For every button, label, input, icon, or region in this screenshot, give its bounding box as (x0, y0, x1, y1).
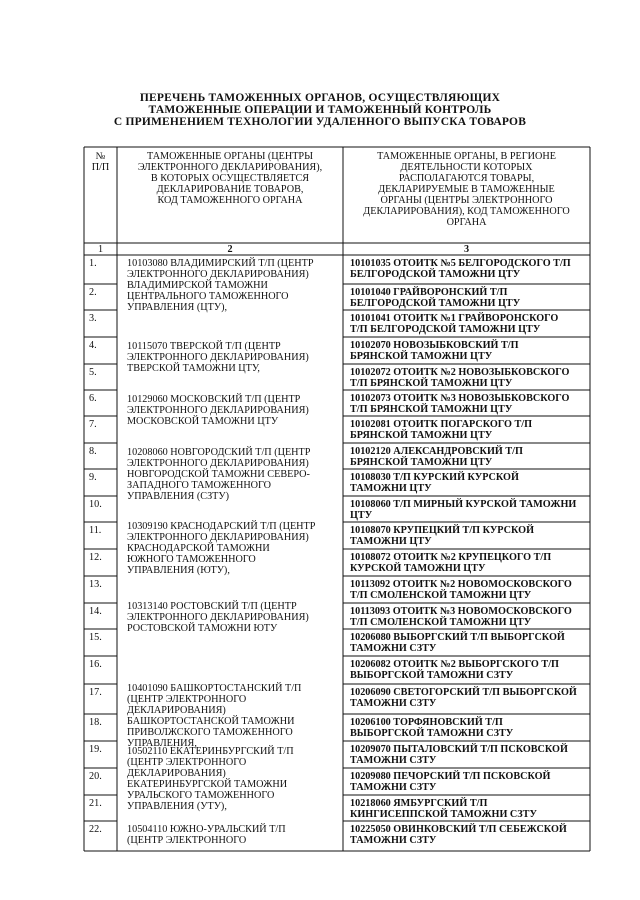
header-regions-column-line: ДЕКЛАРИРОВАНИЯ), КОД ТАМОЖЕННОГО (363, 206, 570, 217)
declaration-center (127, 601, 339, 634)
region-customs-office-line: КУРСКОЙ ТАМОЖНИ ЦТУ (350, 563, 486, 574)
region-customs-office-line: 10101040 ГРАЙВОРОНСКИЙ Т/П (350, 287, 508, 298)
region-customs-office-line: БРЯНСКОЙ ТАМОЖНИ ЦТУ (350, 351, 493, 362)
region-customs-office-line: 10108060 Т/П МИРНЫЙ КУРСКОЙ ТАМОЖНИ (350, 499, 577, 510)
region-customs-office-line: КИНГИСЕППСКОЙ ТАМОЖНИ СЗТУ (350, 809, 537, 820)
row-number: 4. (89, 340, 97, 351)
declaration-center-line: 10115070 ТВЕРСКОЙ Т/П (ЦЕНТР (127, 341, 281, 352)
declaration-center (127, 683, 339, 749)
region-customs-office-line: БРЯНСКОЙ ТАМОЖНИ ЦТУ (350, 430, 493, 441)
row-number: 13. (89, 579, 102, 590)
region-customs-office-line: 10102081 ОТОИТК ПОГАРСКОГО Т/П (350, 419, 533, 430)
declaration-center-line: ЮЖНОГО ТАМОЖЕННОГО (127, 554, 256, 565)
region-customs-office (350, 798, 587, 820)
title-line-1: ПЕРЕЧЕНЬ ТАМОЖЕННЫХ ОРГАНОВ, ОСУЩЕСТВЛЯЮЩИХ (139, 92, 501, 104)
declaration-center-line: ЭЛЕКТРОННОГО ДЕКЛАРИРОВАНИЯ) (127, 405, 309, 416)
header-centers-column-line: КОД ТАМОЖЕННОГО ОРГАНА (157, 195, 303, 206)
declaration-center-line: ЭЛЕКТРОННОГО ДЕКЛАРИРОВАНИЯ) (127, 352, 309, 363)
region-customs-office-line: 10209080 ПЕЧОРСКИЙ Т/П ПСКОВСКОЙ (350, 771, 551, 782)
region-customs-office (350, 525, 587, 547)
header-number-column-line: П/П (91, 162, 110, 173)
header-centers-column (117, 151, 343, 206)
header-centers-column-line: ЭЛЕКТРОННОГО ДЕКЛАРИРОВАНИЯ), (137, 162, 323, 173)
row-number: 20. (89, 771, 102, 782)
declaration-center-line: 10401090 БАШКОРТОСТАНСКИЙ Т/П (127, 683, 302, 694)
column-number-1: 1 (97, 244, 104, 255)
region-customs-office (350, 579, 587, 601)
region-customs-office-line: 10101041 ОТОИТК №1 ГРАЙВОРОНСКОГО (350, 313, 559, 324)
header-regions-column-line: ОРГАНЫ (ЦЕНТРЫ ЭЛЕКТРОННОГО (380, 195, 553, 206)
declaration-center (127, 447, 339, 502)
row-number: 5. (89, 367, 97, 378)
region-customs-office-line: Т/П СМОЛЕНСКОЙ ТАМОЖНИ ЦТУ (350, 590, 532, 601)
region-customs-office (350, 419, 587, 441)
row-number: 7. (89, 419, 97, 430)
header-regions-column-line: ДЕЯТЕЛЬНОСТИ КОТОРЫХ (400, 162, 533, 173)
row-number: 14. (89, 606, 102, 617)
declaration-center-line: УПРАВЛЕНИЯ (СЗТУ) (127, 491, 230, 502)
declaration-center-line: УРАЛЬСКОГО ТАМОЖЕННОГО (127, 790, 275, 801)
region-customs-office (350, 632, 587, 654)
row-number: 9. (89, 472, 97, 483)
declaration-center (127, 258, 339, 313)
row-number: 22. (89, 824, 102, 835)
declaration-center-line: (ЦЕНТР ЭЛЕКТРОННОГО (127, 694, 247, 705)
declaration-center (127, 746, 339, 812)
declaration-center (127, 521, 339, 576)
header-regions-column-line: РАСПОЛАГАЮТСЯ ТОВАРЫ, (398, 173, 535, 184)
header-centers-column-line: В КОТОРЫХ ОСУЩЕСТВЛЯЕТСЯ (150, 173, 310, 184)
region-customs-office-line: Т/П БРЯНСКОЙ ТАМОЖНИ ЦТУ (350, 404, 513, 415)
region-customs-office-line: БЕЛГОРОДСКОЙ ТАМОЖНИ ЦТУ (350, 269, 521, 280)
declaration-center-line: РОСТОВСКОЙ ТАМОЖНИ ЮТУ (127, 623, 278, 634)
region-customs-office-line: 10102073 ОТОИТК №3 НОВОЗЫБКОВСКОГО (350, 393, 570, 404)
row-number: 17. (89, 687, 102, 698)
declaration-center-line: 10309190 КРАСНОДАРСКИЙ Т/П (ЦЕНТР (127, 521, 316, 532)
document-title (100, 92, 540, 128)
region-customs-office (350, 824, 587, 846)
region-customs-office-line: 10206100 ТОРФЯНОВСКИЙ Т/П (350, 717, 503, 728)
region-customs-office (350, 717, 587, 739)
region-customs-office-line: 10102072 ОТОИТК №2 НОВОЗЫБКОВСКОГО (350, 367, 570, 378)
declaration-center (127, 394, 339, 427)
declaration-center-line: ТВЕРСКОЙ ТАМОЖНИ ЦТУ, (127, 363, 260, 374)
region-customs-office-line: 10113093 ОТОИТК №3 НОВОМОСКОВСКОГО (350, 606, 572, 617)
region-customs-office-line: 10102120 АЛЕКСАНДРОВСКИЙ Т/П (350, 446, 523, 457)
region-customs-office (350, 606, 587, 628)
declaration-center-line: 10504110 ЮЖНО-УРАЛЬСКИЙ Т/П (127, 824, 286, 835)
declaration-center-line: ЭЛЕКТРОННОГО ДЕКЛАРИРОВАНИЯ) (127, 532, 309, 543)
row-number: 1. (89, 258, 97, 269)
declaration-center-line: 10103080 ВЛАДИМИРСКИЙ Т/П (ЦЕНТР (127, 258, 314, 269)
row-number: 18. (89, 717, 102, 728)
row-number: 15. (89, 632, 102, 643)
region-customs-office-line: 10108030 Т/П КУРСКИЙ КУРСКОЙ (350, 472, 519, 483)
declaration-center-line: (ЦЕНТР ЭЛЕКТРОННОГО (127, 835, 247, 846)
declaration-center-line: ЗАПАДНОГО ТАМОЖЕННОГО (127, 480, 272, 491)
declaration-center-line: 10129060 МОСКОВСКИЙ Т/П (ЦЕНТР (127, 394, 301, 405)
declaration-center-line: ЭЛЕКТРОННОГО ДЕКЛАРИРОВАНИЯ) (127, 269, 309, 280)
declaration-center-line: БАШКОРТОСТАНСКОЙ ТАМОЖНИ (127, 716, 295, 727)
declaration-center-line: ВЛАДИМИРСКОЙ ТАМОЖНИ (127, 280, 268, 291)
declaration-center-line: УПРАВЛЕНИЯ, (127, 738, 197, 749)
region-customs-office (350, 552, 587, 574)
region-customs-office-line: 10108072 ОТОИТК №2 КРУПЕЦКОГО Т/П (350, 552, 552, 563)
region-customs-office (350, 313, 587, 335)
column-number-3: 3 (463, 244, 470, 255)
header-regions-column-line: ДЕКЛАРИРУЕМЫЕ В ТАМОЖЕННЫЕ (378, 184, 555, 195)
declaration-center-line: 10313140 РОСТОВСКИЙ Т/П (ЦЕНТР (127, 601, 297, 612)
region-customs-office-line: БРЯНСКОЙ ТАМОЖНИ ЦТУ (350, 457, 493, 468)
declaration-center-line: КРАСНОДАРСКОЙ ТАМОЖНИ (127, 543, 270, 554)
region-customs-office (350, 687, 587, 709)
header-centers-column-line: ТАМОЖЕННЫЕ ОРГАНЫ (ЦЕНТРЫ (146, 151, 313, 162)
header-centers-column-line: ДЕКЛАРИРОВАНИЕ ТОВАРОВ, (156, 184, 304, 195)
region-customs-office-line: ТАМОЖНИ ЦТУ (350, 483, 432, 494)
region-customs-office-line: Т/П БЕЛГОРОДСКОЙ ТАМОЖНИ ЦТУ (350, 324, 541, 335)
row-number: 16. (89, 659, 102, 670)
region-customs-office (350, 287, 587, 309)
declaration-center-line: НОВГОРОДСКОЙ ТАМОЖНИ СЕВЕРО- (127, 469, 310, 480)
row-number: 21. (89, 798, 102, 809)
region-customs-office-line: ТАМОЖНИ СЗТУ (350, 643, 437, 654)
row-number: 8. (89, 446, 97, 457)
declaration-center-line: 10208060 НОВГОРОДСКИЙ Т/П (ЦЕНТР (127, 447, 311, 458)
declaration-center-line: ЕКАТЕРИНБУРГСКОЙ ТАМОЖНИ (127, 779, 288, 790)
region-customs-office-line: 10218060 ЯМБУРГСКИЙ Т/П (350, 798, 488, 809)
declaration-center-line: ДЕКЛАРИРОВАНИЯ) (127, 768, 226, 779)
declaration-center-line: УПРАВЛЕНИЯ (ЦТУ), (127, 302, 228, 313)
row-number: 3. (89, 313, 97, 324)
region-customs-office (350, 744, 587, 766)
row-number: 11. (89, 525, 102, 536)
header-number-column (84, 151, 117, 173)
declaration-center-line: 10502110 ЕКАТЕРИНБУРГСКИЙ Т/П (127, 746, 294, 757)
region-customs-office (350, 340, 587, 362)
region-customs-office-line: Т/П БРЯНСКОЙ ТАМОЖНИ ЦТУ (350, 378, 513, 389)
region-customs-office-line: 10113092 ОТОИТК №2 НОВОМОСКОВСКОГО (350, 579, 572, 590)
header-regions-column-line: ТАМОЖЕННЫЕ ОРГАНЫ, В РЕГИОНЕ (377, 151, 556, 162)
region-customs-office (350, 499, 587, 521)
title-line-3: С ПРИМЕНЕНИЕМ ТЕХНОЛОГИИ УДАЛЕННОГО ВЫПУСКА ТОВАРОВ (113, 116, 527, 128)
region-customs-office-line: 10108070 КРУПЕЦКИЙ Т/П КУРСКОЙ (350, 525, 534, 536)
declaration-center-line: ЭЛЕКТРОННОГО ДЕКЛАРИРОВАНИЯ) (127, 612, 309, 623)
region-customs-office (350, 446, 587, 468)
declaration-center-line: ДЕКЛАРИРОВАНИЯ) (127, 705, 226, 716)
region-customs-office-line: ВЫБОРГСКОЙ ТАМОЖНИ СЗТУ (350, 728, 514, 739)
row-number: 19. (89, 744, 102, 755)
row-number: 12. (89, 552, 102, 563)
row-number: 6. (89, 393, 97, 404)
declaration-center-line: МОСКОВСКОЙ ТАМОЖНИ ЦТУ (127, 416, 279, 427)
region-customs-office-line: ТАМОЖНИ СЗТУ (350, 782, 437, 793)
row-number: 10. (89, 499, 102, 510)
region-customs-office-line: 10225050 ОВИНКОВСКИЙ Т/П СЕБЕЖСКОЙ (350, 824, 567, 835)
header-number-column-line: № (95, 151, 106, 162)
region-customs-office-line: ТАМОЖНИ СЗТУ (350, 755, 437, 766)
region-customs-office-line: ВЫБОРГСКОЙ ТАМОЖНИ СЗТУ (350, 670, 514, 681)
region-customs-office (350, 771, 587, 793)
region-customs-office-line: Т/П СМОЛЕНСКОЙ ТАМОЖНИ ЦТУ (350, 617, 532, 628)
region-customs-office (350, 659, 587, 681)
region-customs-office (350, 393, 587, 415)
region-customs-office-line: 10101035 ОТОИТК №5 БЕЛГОРОДСКОГО Т/П (350, 258, 571, 269)
header-regions-column (343, 151, 590, 228)
declaration-center-line: УПРАВЛЕНИЯ (УТУ), (127, 801, 227, 812)
column-number-2: 2 (227, 244, 233, 255)
region-customs-office-line: 10206080 ВЫБОРГСКИЙ Т/П ВЫБОРГСКОЙ (350, 632, 565, 643)
region-customs-office-line: 10102070 НОВОЗЫБКОВСКИЙ Т/П (350, 340, 519, 351)
region-customs-office-line: ЦТУ (350, 510, 373, 521)
declaration-center (127, 341, 339, 374)
declaration-center-line: ПРИВОЛЖСКОГО ТАМОЖЕННОГО (127, 727, 293, 738)
declaration-center-line: ЦЕНТРАЛЬНОГО ТАМОЖЕННОГО (127, 291, 289, 302)
declaration-center-line: УПРАВЛЕНИЯ (ЮТУ), (127, 565, 230, 576)
header-regions-column-line: ОРГАНА (446, 217, 487, 228)
declaration-center-line: ЭЛЕКТРОННОГО ДЕКЛАРИРОВАНИЯ) (127, 458, 309, 469)
region-customs-office-line: ТАМОЖНИ СЗТУ (350, 835, 437, 846)
title-line-2: ТАМОЖЕННЫЕ ОПЕРАЦИИ И ТАМОЖЕННЫЙ КОНТРОЛЬ (148, 104, 492, 116)
declaration-center-line: (ЦЕНТР ЭЛЕКТРОННОГО (127, 757, 247, 768)
region-customs-office (350, 367, 587, 389)
region-customs-office-line: ТАМОЖНИ ЦТУ (350, 536, 432, 547)
region-customs-office-line: 10206082 ОТОИТК №2 ВЫБОРГСКОГО Т/П (350, 659, 559, 670)
row-number: 2. (89, 287, 97, 298)
region-customs-office-line: 10209070 ПЫТАЛОВСКИЙ Т/П ПСКОВСКОЙ (350, 744, 568, 755)
region-customs-office (350, 472, 587, 494)
region-customs-office-line: БЕЛГОРОДСКОЙ ТАМОЖНИ ЦТУ (350, 298, 521, 309)
region-customs-office (350, 258, 587, 280)
declaration-center (127, 824, 339, 846)
region-customs-office-line: 10206090 СВЕТОГОРСКИЙ Т/П ВЫБОРГСКОЙ (350, 687, 577, 698)
region-customs-office-line: ТАМОЖНИ СЗТУ (350, 698, 437, 709)
